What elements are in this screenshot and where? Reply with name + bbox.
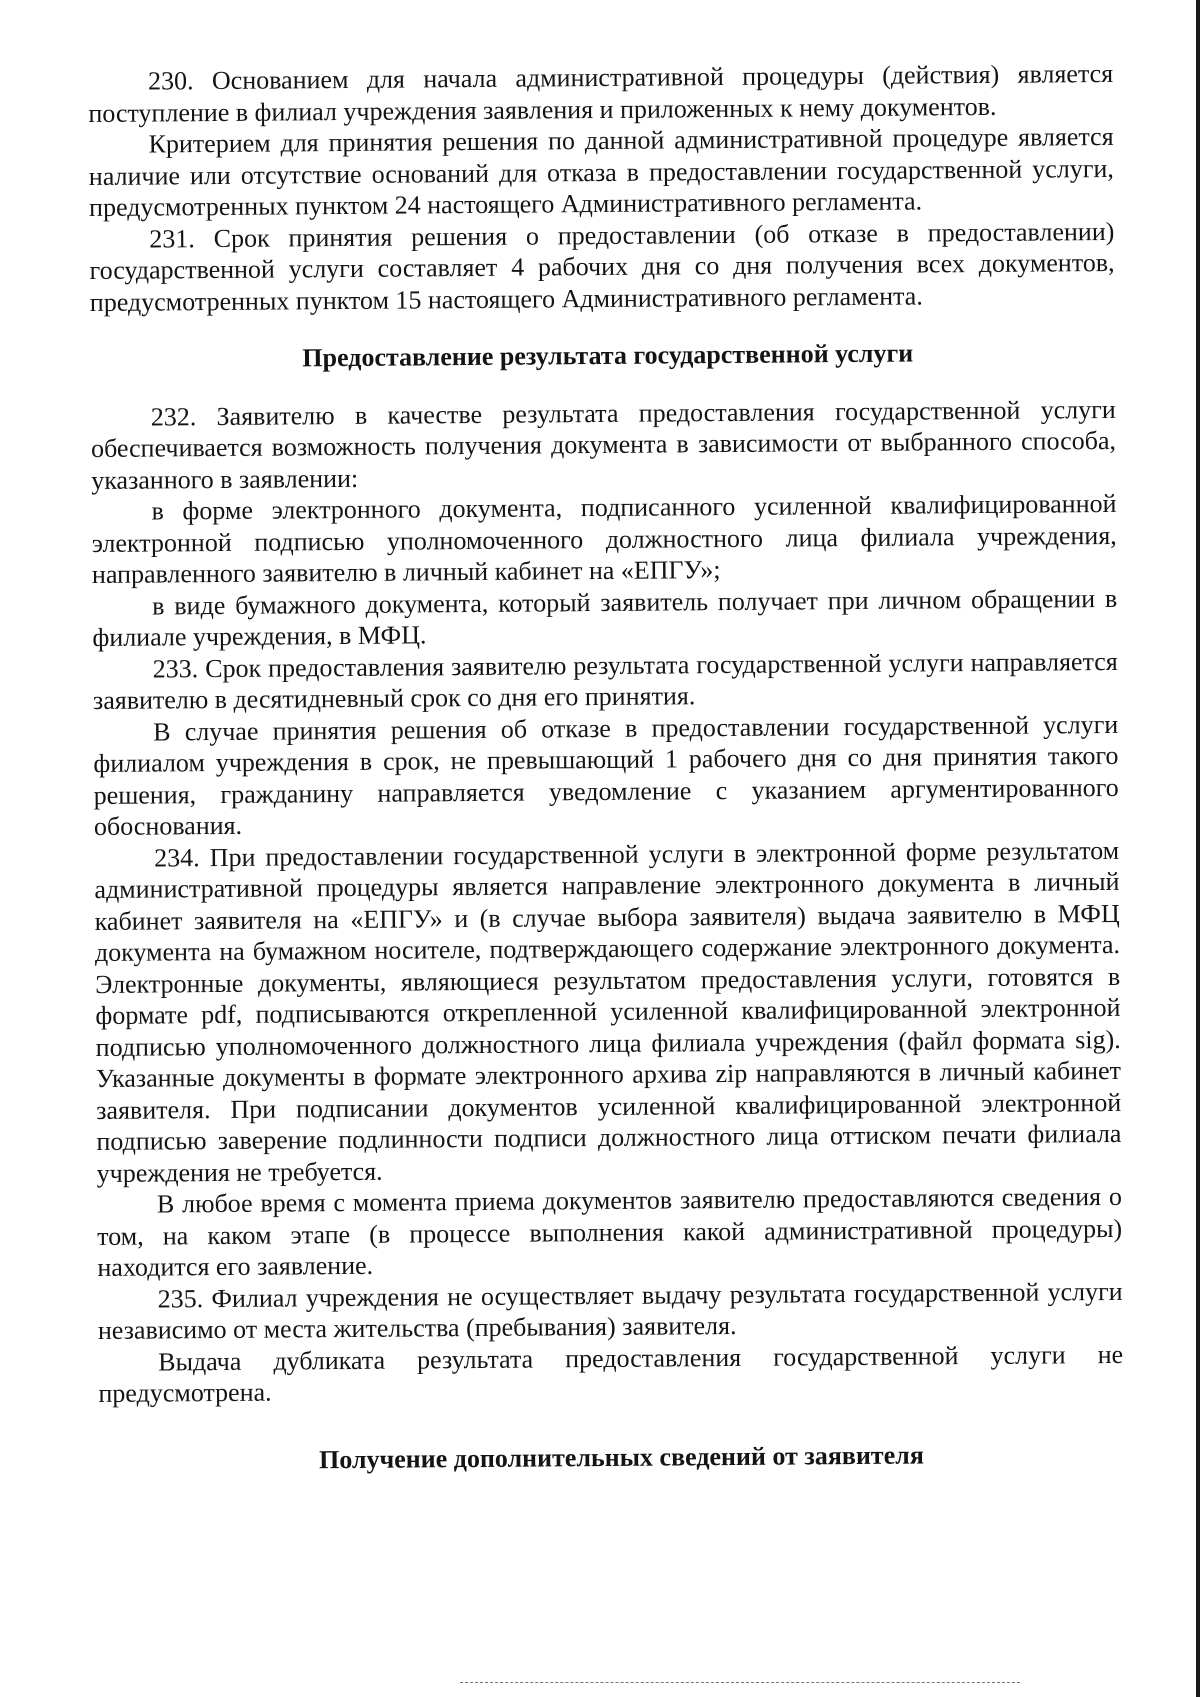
paragraph-235-duplicate: Выдача дубликата результата предоставления государственной услуги не предусмотрена. — [98, 1339, 1124, 1408]
paragraph-232: 232. Заявителю в качестве результата предоставления государственной услуги обеспечивается возможность получения документа в зависимости от выбранного способа, указанного в заявлении: — [90, 394, 1117, 495]
document-body — [88, 58, 1124, 1477]
paragraph-235: 235. Филиал учреждения не осуществляет выдачу результата государственной услуги независимо от места жительства (пребывания) заявителя. — [97, 1276, 1123, 1345]
paragraph-233-refusal: В случае принятия решения об отказе в предоставлении государственной услуги филиалом учреждения в срок, не превышающий 1 рабочего дня со дня принятия такого решения, гражданину направляется уведомление с указанием аргументированного обоснования. — [93, 709, 1119, 841]
paragraph-232-paper: в виде бумажного документа, который заявитель получает при личном обращении в филиале учреждения, в МФЦ. — [92, 583, 1118, 652]
paragraph-231: 231. Срок принятия решения о предоставлении (об отказе в предоставлении) государственной услуги составляет 4 рабочих дня со дня получения всех документов, предусмотренных пунктом 15 настоящего Административного регламента. — [89, 216, 1115, 317]
paragraph-234-status: В любое время с момента приема документов заявителю предоставляются сведения о том, на каком этапе (в процессе выполнения какой административной процедуры) находится его заявление. — [97, 1181, 1123, 1282]
scan-artifact-line — [460, 1682, 1020, 1684]
paragraph-234: 234. При предоставлении государственной услуги в электронной форме результатом административной процедуры является направление электронного документа в личный кабинет заявителя на «ЕПГУ» и (в случае выбора заявителя) выдача заявителю в МФЦ документа на бумажном носителе, подтверждающего содержание электронного документа. Электронные документы, являющиеся результатом предоставления услуги, готовятся в формате pdf, подписываются открепленной усиленной квалифицированной электронной подписью уполномоченного должностного лица филиала учреждения (файл формата sig). Указанные документы в формате электронного архива zip направляются в личный кабинет заявителя. При подписании документов усиленной квалифицированной электронной подписью заверение подлинности подписи должностного лица оттиском печати филиала учреждения не требуется. — [94, 835, 1122, 1188]
section-heading-additional-info: Получение дополнительных сведений от заявителя — [318, 1439, 924, 1474]
paragraph-230-criteria: Критерием для принятия решения по данной административной процедуре является наличие или отсутствие оснований для отказа в предоставлении государственной услуги, предусмотренных пунктом 24 настоящего Административного регламента. — [88, 121, 1114, 222]
paragraph-233: 233. Срок предоставления заявителю результата государственной услуги направляется заявителю в десятидневный срок со дня его принятия. — [92, 646, 1118, 715]
paragraph-230: 230. Основанием для начала административной процедуры (действия) является поступление в филиал учреждения заявления и приложенных к нему документов. — [88, 58, 1114, 128]
paragraph-232-electronic: в форме электронного документа, подписанного усиленной квалифицированной электронной подписью уполномоченного должностного лица филиала учреждения, направленного заявителю в личный кабинет на «ЕПГУ»; — [91, 488, 1117, 589]
section-heading-result: Предоставление результата государственной услуги — [302, 338, 914, 373]
scan-border — [1196, 0, 1200, 1697]
